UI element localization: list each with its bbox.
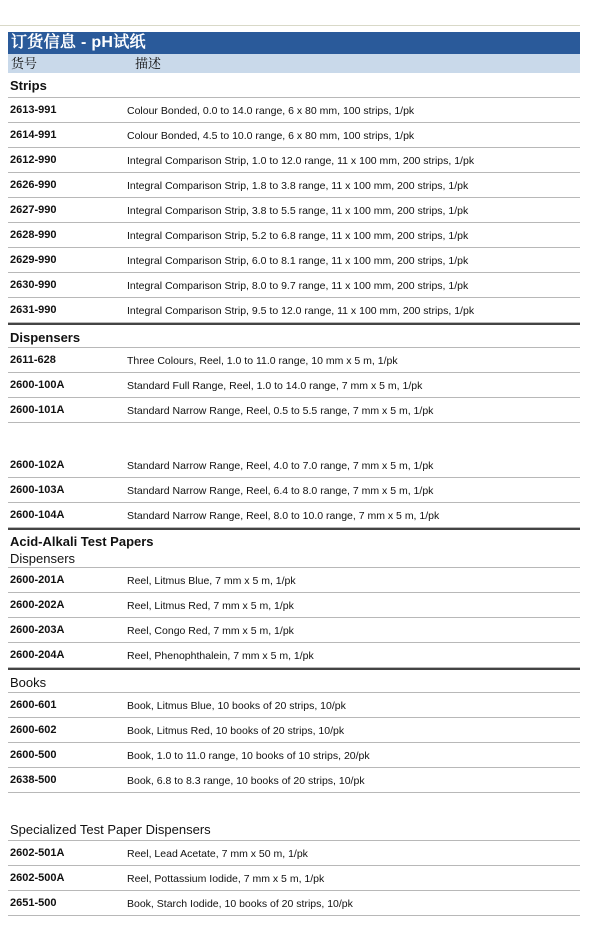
product-description: Reel, Litmus Red, 7 mm x 5 m, 1/pk bbox=[127, 600, 294, 612]
section-title: Dispensers bbox=[10, 330, 81, 345]
product-description: Integral Comparison Strip, 3.8 to 5.5 range, 11 x 100 mm, 200 strips, 1/pk bbox=[127, 205, 469, 217]
table-row bbox=[8, 693, 580, 718]
product-code: 2631-990 bbox=[10, 304, 57, 316]
product-description: Standard Full Range, Reel, 1.0 to 14.0 range, 7 mm x 5 m, 1/pk bbox=[127, 380, 423, 392]
product-description: Integral Comparison Strip, 1.0 to 12.0 range, 11 x 100 mm, 200 strips, 1/pk bbox=[127, 155, 475, 167]
table-row bbox=[8, 841, 580, 866]
product-description: Colour Bonded, 0.0 to 14.0 range, 6 x 80 mm, 100 strips, 1/pk bbox=[127, 105, 415, 117]
product-code: 2600-100A bbox=[10, 379, 65, 391]
product-code: 2600-202A bbox=[10, 599, 65, 611]
table-row bbox=[8, 273, 580, 298]
product-description: Reel, Pottassium Iodide, 7 mm x 5 m, 1/pk bbox=[127, 873, 325, 885]
product-code: 2602-500A bbox=[10, 872, 65, 884]
table-row bbox=[8, 866, 580, 891]
product-code: 2600-601 bbox=[10, 699, 57, 711]
subsection-title: Specialized Test Paper Dispensers bbox=[10, 822, 211, 837]
product-description: Book, 6.8 to 8.3 range, 10 books of 20 strips, 10/pk bbox=[127, 775, 365, 787]
table-row bbox=[8, 398, 580, 423]
table-row bbox=[8, 593, 580, 618]
table-row bbox=[8, 298, 580, 323]
table-row bbox=[8, 768, 580, 793]
product-description: Three Colours, Reel, 1.0 to 11.0 range, 10 mm x 5 m, 1/pk bbox=[127, 355, 398, 367]
product-code: 2628-990 bbox=[10, 229, 57, 241]
product-description: Colour Bonded, 4.5 to 10.0 range, 6 x 80 mm, 100 strips, 1/pk bbox=[127, 130, 415, 142]
section-header bbox=[8, 73, 580, 98]
product-description: Standard Narrow Range, Reel, 4.0 to 7.0 range, 7 mm x 5 m, 1/pk bbox=[127, 460, 434, 472]
product-code: 2638-500 bbox=[10, 774, 57, 786]
subsection-header bbox=[8, 668, 580, 693]
section-title: Acid-Alkali Test Papers bbox=[10, 534, 154, 549]
product-description: Book, 1.0 to 11.0 range, 10 books of 10 strips, 20/pk bbox=[127, 750, 370, 762]
product-description: Standard Narrow Range, Reel, 0.5 to 5.5 range, 7 mm x 5 m, 1/pk bbox=[127, 405, 434, 417]
product-description: Integral Comparison Strip, 5.2 to 6.8 range, 11 x 100 mm, 200 strips, 1/pk bbox=[127, 230, 469, 242]
table-row bbox=[8, 223, 580, 248]
subsection-header bbox=[8, 793, 580, 841]
table-row bbox=[8, 743, 580, 768]
table-row bbox=[8, 503, 580, 528]
product-description: Integral Comparison Strip, 9.5 to 12.0 range, 11 x 100 mm, 200 strips, 1/pk bbox=[127, 305, 475, 317]
column-header-code: 货号 bbox=[11, 56, 38, 71]
product-description: Integral Comparison Strip, 8.0 to 9.7 range, 11 x 100 mm, 200 strips, 1/pk bbox=[127, 280, 469, 292]
column-header-description: 描述 bbox=[135, 56, 162, 71]
top-divider bbox=[0, 25, 580, 26]
table-row bbox=[8, 891, 580, 916]
product-code: 2602-501A bbox=[10, 847, 65, 859]
table-row bbox=[8, 248, 580, 273]
section-subtitle: Dispensers bbox=[10, 551, 76, 566]
product-code: 2630-990 bbox=[10, 279, 57, 291]
table-row bbox=[8, 718, 580, 743]
product-code: 2612-990 bbox=[10, 154, 57, 166]
subsection-title: Books bbox=[10, 675, 47, 690]
product-code: 2651-500 bbox=[10, 897, 57, 909]
product-description: Standard Narrow Range, Reel, 8.0 to 10.0 range, 7 mm x 5 m, 1/pk bbox=[127, 510, 440, 522]
product-description: Book, Starch Iodide, 10 books of 20 strips, 10/pk bbox=[127, 898, 353, 910]
section-spacer bbox=[8, 423, 580, 453]
product-code: 2600-204A bbox=[10, 649, 65, 661]
product-description: Reel, Phenophthalein, 7 mm x 5 m, 1/pk bbox=[127, 650, 314, 662]
product-code: 2600-104A bbox=[10, 509, 65, 521]
column-header bbox=[8, 54, 580, 73]
product-table bbox=[8, 73, 580, 916]
table-row bbox=[8, 618, 580, 643]
section-title: Strips bbox=[10, 78, 47, 93]
table-row bbox=[8, 348, 580, 373]
product-code: 2600-101A bbox=[10, 404, 65, 416]
table-row bbox=[8, 123, 580, 148]
product-description: Reel, Lead Acetate, 7 mm x 50 m, 1/pk bbox=[127, 848, 308, 860]
table-row bbox=[8, 478, 580, 503]
table-row bbox=[8, 148, 580, 173]
product-description: Integral Comparison Strip, 1.8 to 3.8 range, 11 x 100 mm, 200 strips, 1/pk bbox=[127, 180, 469, 192]
table-row bbox=[8, 198, 580, 223]
product-description: Reel, Litmus Blue, 7 mm x 5 m, 1/pk bbox=[127, 575, 296, 587]
product-code: 2613-991 bbox=[10, 104, 57, 116]
product-code: 2629-990 bbox=[10, 254, 57, 266]
table-row bbox=[8, 643, 580, 668]
table-row bbox=[8, 98, 580, 123]
table-row bbox=[8, 568, 580, 593]
section-header bbox=[8, 528, 580, 568]
product-code: 2600-201A bbox=[10, 574, 65, 586]
table-row bbox=[8, 373, 580, 398]
product-code: 2600-102A bbox=[10, 459, 65, 471]
product-code: 2627-990 bbox=[10, 204, 57, 216]
page-title: 订货信息 - pH试纸 bbox=[8, 32, 580, 54]
product-description: Book, Litmus Blue, 10 books of 20 strips, 10/pk bbox=[127, 700, 346, 712]
product-code: 2600-103A bbox=[10, 484, 65, 496]
product-code: 2600-500 bbox=[10, 749, 57, 761]
section-header bbox=[8, 323, 580, 348]
product-code: 2611-628 bbox=[10, 354, 56, 366]
product-code: 2600-203A bbox=[10, 624, 65, 636]
product-code: 2600-602 bbox=[10, 724, 57, 736]
product-description: Reel, Congo Red, 7 mm x 5 m, 1/pk bbox=[127, 625, 294, 637]
product-code: 2626-990 bbox=[10, 179, 57, 191]
product-description: Integral Comparison Strip, 6.0 to 8.1 range, 11 x 100 mm, 200 strips, 1/pk bbox=[127, 255, 469, 267]
product-code: 2614-991 bbox=[10, 129, 57, 141]
table-row bbox=[8, 173, 580, 198]
table-row bbox=[8, 453, 580, 478]
product-description: Standard Narrow Range, Reel, 6.4 to 8.0 range, 7 mm x 5 m, 1/pk bbox=[127, 485, 434, 497]
product-description: Book, Litmus Red, 10 books of 20 strips, 10/pk bbox=[127, 725, 345, 737]
